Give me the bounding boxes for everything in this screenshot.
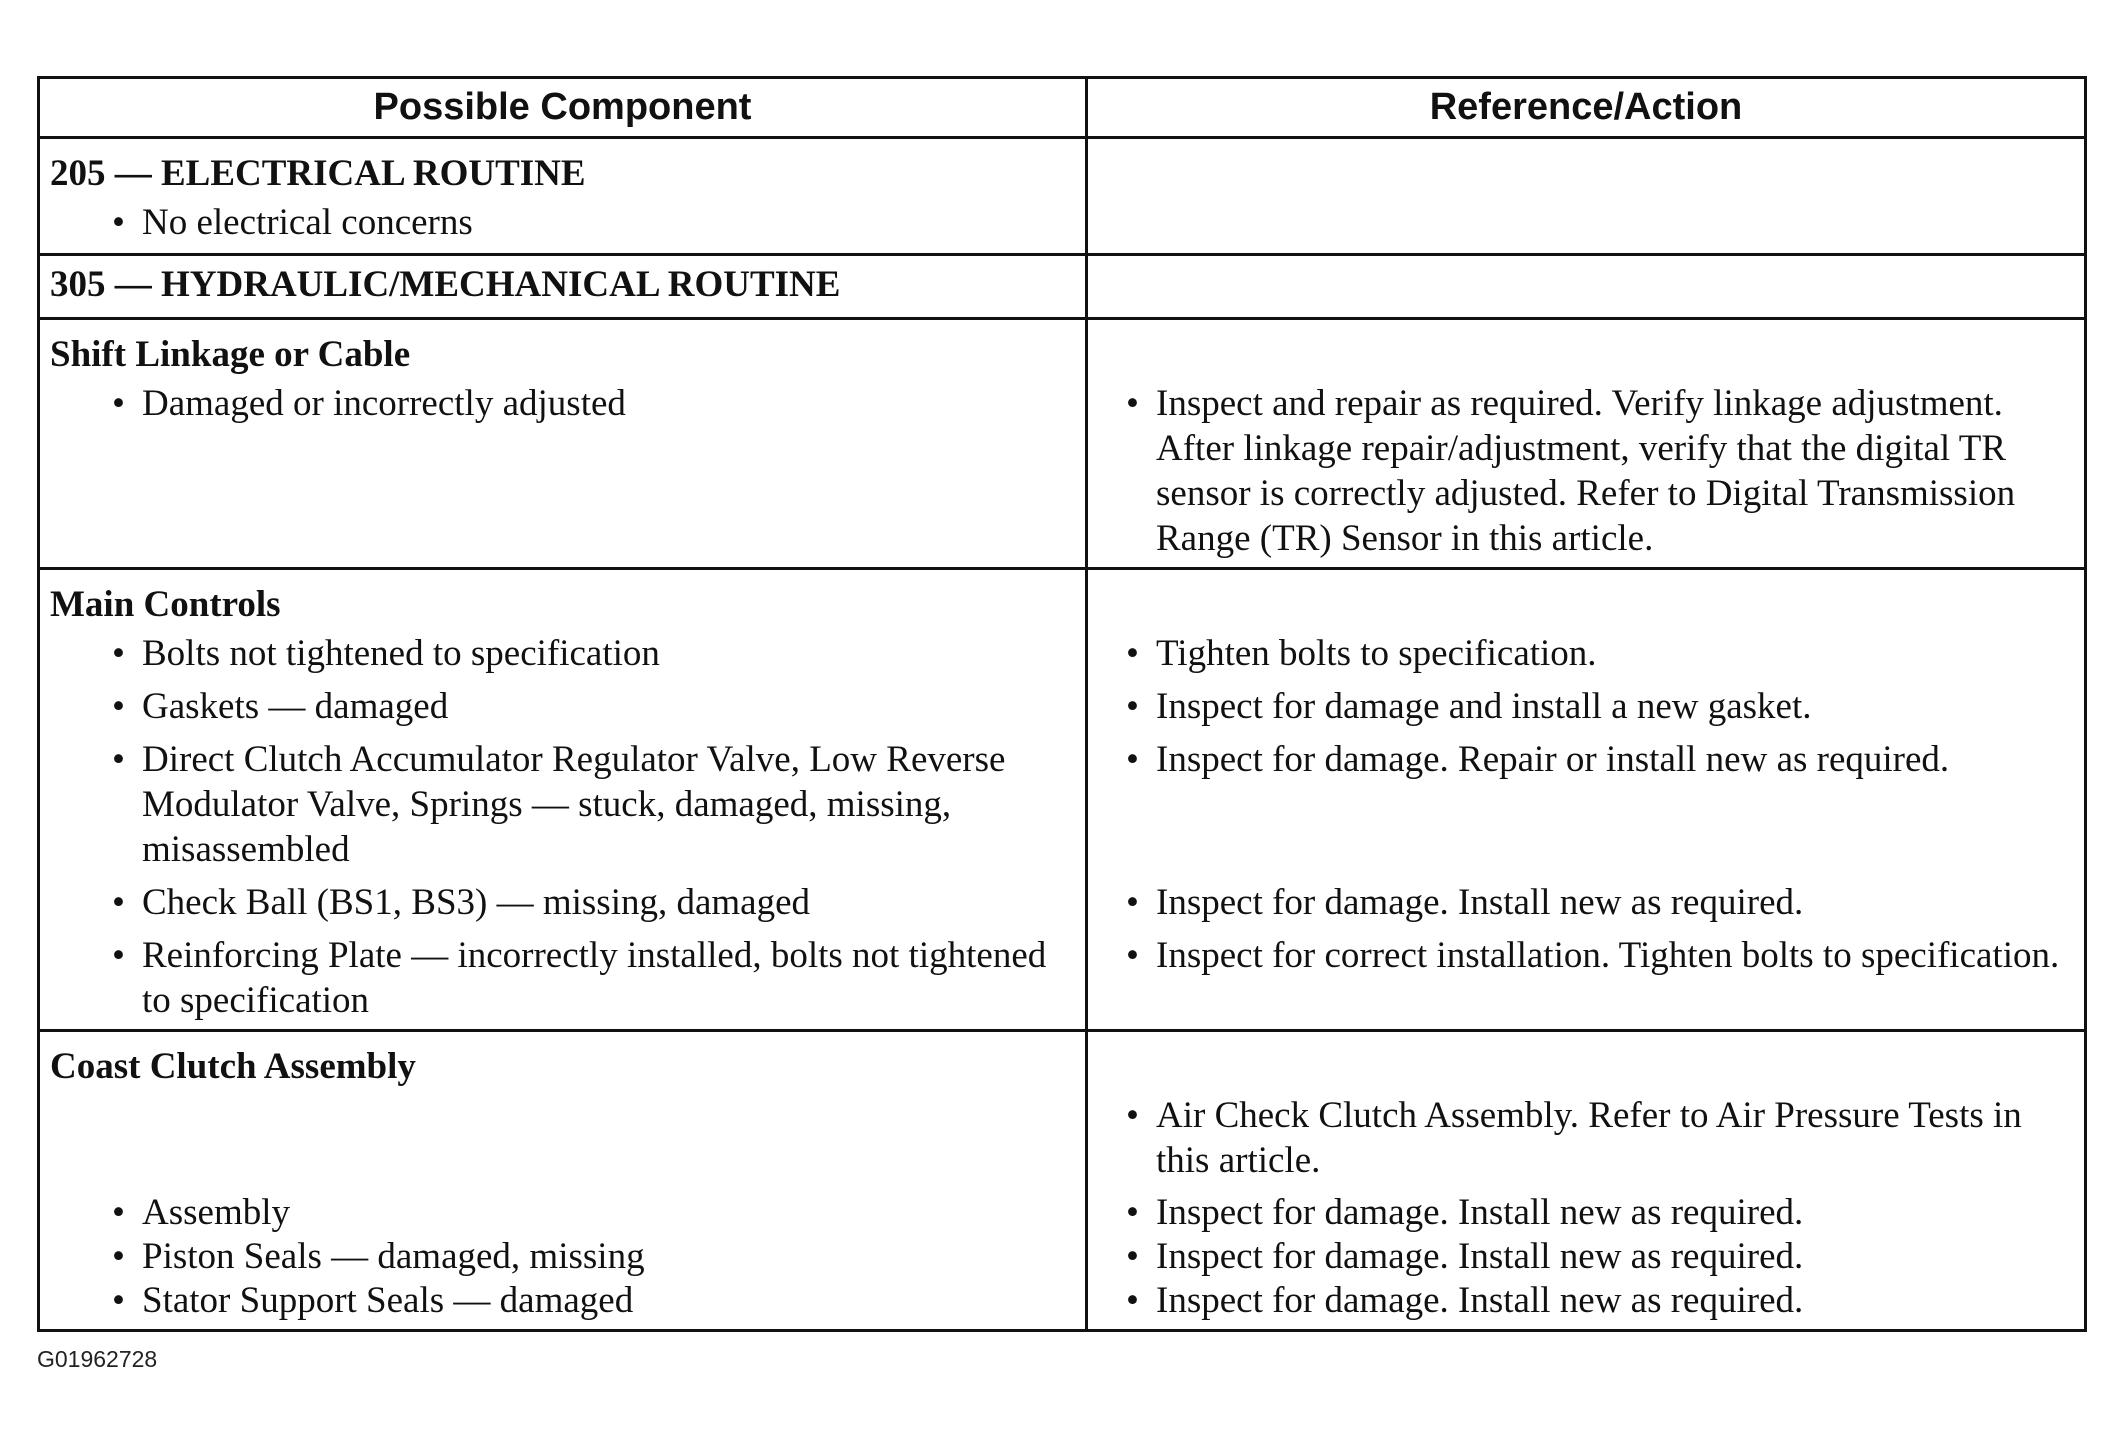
component-item: • Bolts not tightened to specification (50, 631, 1073, 676)
component-cell (39, 255, 1087, 319)
action-item: • Inspect for damage and install a new gasket. (1106, 684, 2072, 729)
section-title: 305 — HYDRAULIC/MECHANICAL ROUTINE (50, 264, 841, 305)
component-item: • Damaged or incorrectly adjusted (50, 381, 1073, 426)
action-item: • Inspect for damage. Install new as required. (1106, 1279, 2072, 1323)
section-row-coast-clutch (39, 1031, 2086, 1331)
section-row-electrical (39, 138, 2086, 255)
component-item: • No electrical concerns (50, 200, 1073, 245)
section-row-shift-linkage (39, 319, 2086, 569)
column-header-component: Possible Component (39, 78, 1087, 138)
component-item: • Stator Support Seals — damaged (50, 1279, 1073, 1323)
component-cell (39, 569, 1087, 1031)
section-title: 205 — ELECTRICAL ROUTINE (50, 153, 586, 194)
diagnostic-table-container (37, 76, 2084, 1332)
section-row-main-controls (39, 569, 2086, 1031)
action-item: • Inspect for damage. Install new as required. (1106, 1235, 2072, 1279)
component-item: • Check Ball (BS1, BS3) — missing, damaged (50, 880, 1073, 925)
figure-id: G01962728 (37, 1346, 158, 1372)
action-item: • Inspect for damage. Repair or install new as required. (1106, 737, 2072, 872)
header-row (39, 78, 2086, 138)
component-item: • Piston Seals — damaged, missing (50, 1235, 1073, 1279)
action-item: • Tighten bolts to specification. (1106, 631, 2072, 676)
component-item: • Direct Clutch Accumulator Regulator Valve, Low Reverse Modulator Valve, Springs — stuck, damaged, missing, misassembled (50, 737, 1073, 872)
section-title: Main Controls (50, 584, 281, 625)
section-title: Coast Clutch Assembly (50, 1046, 416, 1087)
component-item: • Gaskets — damaged (50, 684, 1073, 729)
section-title: Shift Linkage or Cable (50, 334, 411, 375)
diagnostic-table (37, 76, 2087, 1332)
action-item: • Air Check Clutch Assembly. Refer to Air Pressure Tests in this article. (1106, 1093, 2072, 1183)
action-item: • Inspect for correct installation. Tighten bolts to specification. (1106, 933, 2072, 978)
action-cell (1087, 255, 2086, 319)
component-item: • Assembly (50, 1191, 1073, 1235)
component-item: • Reinforcing Plate — incorrectly installed, bolts not tightened to specification (50, 933, 1073, 1023)
action-item: • Inspect for damage. Install new as required. (1106, 880, 2072, 925)
action-item: • Inspect for damage. Install new as required. (1106, 1191, 2072, 1235)
column-header-action: Reference/Action (1087, 78, 2086, 138)
action-item: • Inspect and repair as required. Verify linkage adjustment. After linkage repair/adjustment, verify that the digital TR sensor is correctly adjusted. Refer to Digital Transmission Range (TR) Sensor in this article. (1106, 381, 2072, 561)
action-cell (1087, 138, 2086, 255)
action-cell (1087, 569, 2086, 1031)
component-cell (39, 138, 1087, 255)
component-cell (39, 319, 1087, 569)
component-cell (39, 1031, 1087, 1331)
section-row-hydraulic (39, 255, 2086, 319)
action-cell (1087, 1031, 2086, 1331)
action-cell (1087, 319, 2086, 569)
